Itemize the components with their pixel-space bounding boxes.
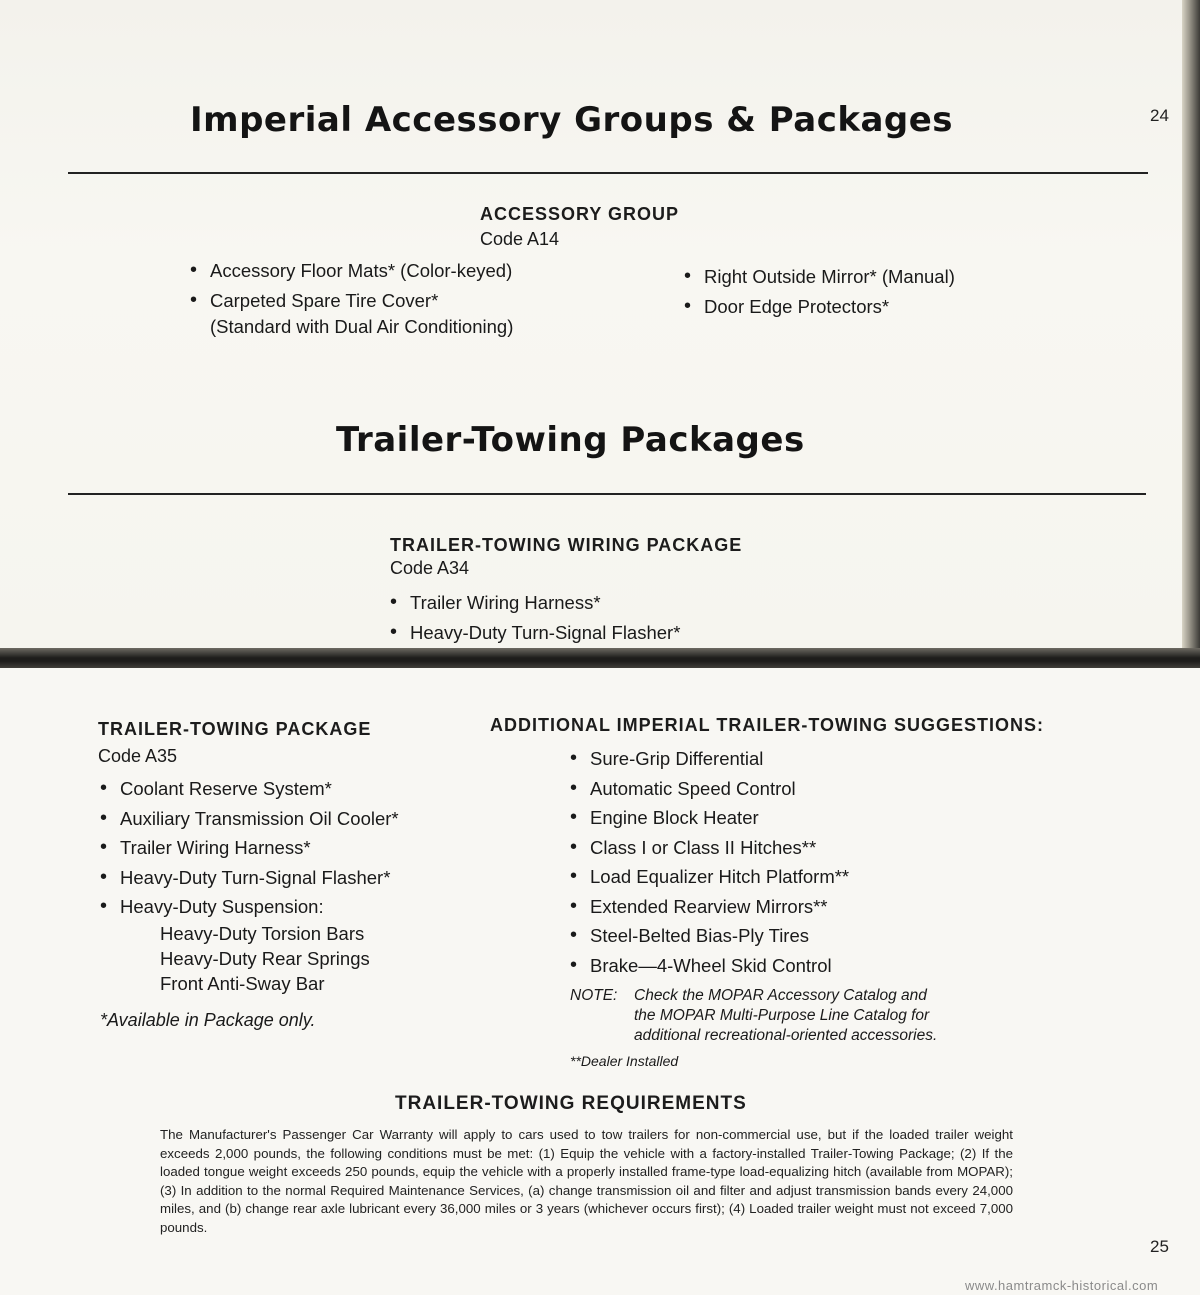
- list-item: • Heavy-Duty Turn-Signal Flasher*: [390, 618, 810, 648]
- binding-gutter: [0, 648, 1200, 670]
- list-item: • Heavy-Duty Turn-Signal Flasher*: [100, 863, 480, 893]
- requirements-heading: TRAILER-TOWING REQUIREMENTS: [395, 1093, 747, 1114]
- suspension-item: Front Anti-Sway Bar: [160, 973, 325, 994]
- package-footnote: *Available in Package only.: [100, 1010, 316, 1030]
- wiring-package-list: [390, 588, 810, 647]
- list-item: • Sure-Grip Differential: [570, 744, 970, 774]
- list-item: • Class I or Class II Hitches**: [570, 833, 970, 863]
- list-item: • Accessory Floor Mats* (Color-keyed): [190, 256, 660, 286]
- note-line: Check the MOPAR Accessory Catalog and: [634, 987, 927, 1004]
- wiring-package-code: Code A34: [390, 558, 470, 578]
- list-item: • Right Outside Mirror* (Manual): [684, 262, 1044, 292]
- trailer-title-rule: [68, 493, 1146, 495]
- towing-package-list: [100, 774, 480, 922]
- list-item: • Carpeted Spare Tire Cover*: [190, 286, 660, 316]
- list-item: • Door Edge Protectors*: [684, 292, 1044, 322]
- list-item: • Automatic Speed Control: [570, 774, 970, 804]
- requirements-text: The Manufacturer's Passenger Car Warranty will apply to cars used to tow trailers for non-commercial use, but if the loaded trailer weight exceeds 2,000 pounds, the following conditions must be met: (1) Equip the vehicle with a factory-installed Trailer-Towing Package; (2) If the loaded tongue weight exceeds 250 pounds, equip the vehicle with a properly installed frame-type load-equalizing hitch (available from MOPAR); (3) In addition to the normal Required Maintenance Services, (a) change transmission oil and filter and adjust transmission bands every 24,000 miles, and (b) change rear axle lubricant every 36,000 miles or 3 years (whichever occurs first); (4) Loaded trailer weight must not exceed 7,000 pounds.: [160, 1127, 1013, 1235]
- suspension-item: Heavy-Duty Rear Springs: [160, 948, 370, 969]
- note-text: [634, 986, 1034, 1046]
- list-item: • Trailer Wiring Harness*: [100, 833, 480, 863]
- page-edge: [1182, 0, 1200, 668]
- list-item: • Load Equalizer Hitch Platform**: [570, 862, 970, 892]
- list-item: • Brake—4-Wheel Skid Control: [570, 951, 970, 981]
- accessory-group-code: Code A14: [480, 229, 560, 249]
- accessory-left-list: [190, 256, 660, 315]
- suspension-list: [160, 921, 370, 996]
- dealer-installed-note: **Dealer Installed: [570, 1053, 679, 1069]
- trailer-towing-title: Trailer-Towing Packages: [336, 420, 805, 460]
- suspension-item: Heavy-Duty Torsion Bars: [160, 923, 365, 944]
- accessory-group-heading: ACCESSORY GROUP: [480, 204, 680, 224]
- accessory-left-note: (Standard with Dual Air Conditioning): [210, 316, 514, 337]
- list-item: • Extended Rearview Mirrors**: [570, 892, 970, 922]
- page-25: [0, 668, 1200, 1295]
- suggestions-heading: ADDITIONAL IMPERIAL TRAILER-TOWING SUGGESTIONS:: [490, 715, 1045, 735]
- list-item: • Auxiliary Transmission Oil Cooler*: [100, 804, 480, 834]
- page-number: 24: [1150, 106, 1169, 125]
- towing-package-code: Code A35: [98, 746, 178, 766]
- watermark: www.hamtramck-historical.com: [965, 1278, 1159, 1293]
- list-item: • Coolant Reserve System*: [100, 774, 480, 804]
- list-item: • Heavy-Duty Suspension:: [100, 892, 480, 922]
- title-rule: [68, 172, 1148, 174]
- list-item: • Steel-Belted Bias-Ply Tires: [570, 921, 970, 951]
- list-item: • Engine Block Heater: [570, 803, 970, 833]
- list-item: • Trailer Wiring Harness*: [390, 588, 810, 618]
- suggestions-list: [570, 744, 970, 980]
- note-line: additional recreational-oriented accessories.: [634, 1027, 938, 1044]
- note-line: the MOPAR Multi-Purpose Line Catalog for: [634, 1007, 930, 1024]
- page-number: 25: [1150, 1237, 1169, 1256]
- towing-package-heading: TRAILER-TOWING PACKAGE: [98, 719, 372, 739]
- page-24: [0, 0, 1182, 650]
- wiring-package-heading: TRAILER-TOWING WIRING PACKAGE: [390, 535, 743, 555]
- accessory-right-list: [684, 262, 1044, 321]
- note-label: NOTE:: [570, 987, 618, 1004]
- page-title: Imperial Accessory Groups & Packages: [190, 100, 954, 140]
